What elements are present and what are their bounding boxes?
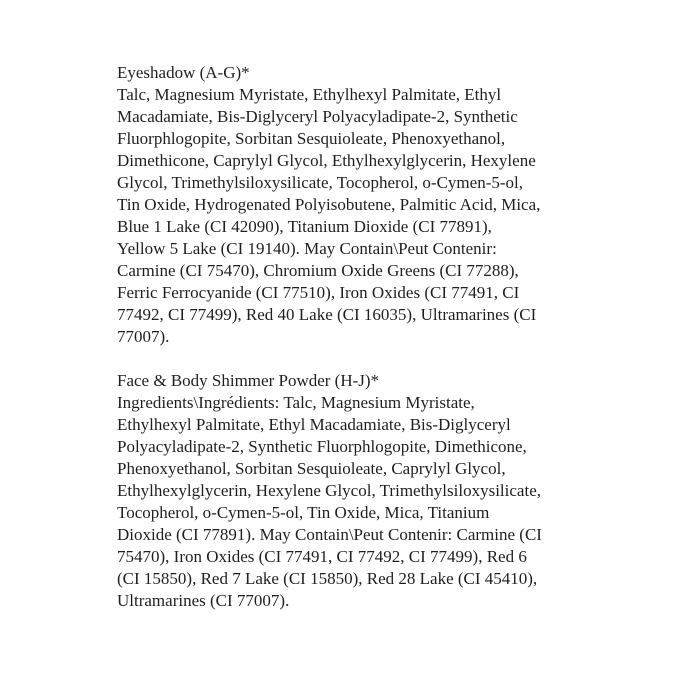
ingredient-line: Dioxide (CI 77891). May Contain\Peut Contenir: Carmine (CI bbox=[117, 525, 542, 544]
ingredient-line: Tin Oxide, Hydrogenated Polyisobutene, Palmitic Acid, Mica, bbox=[117, 195, 541, 214]
ingredient-line: 75470), Iron Oxides (CI 77491, CI 77492, CI 77499), Red 6 bbox=[117, 547, 527, 566]
ingredient-line: Ethylhexyl Palmitate, Ethyl Macadamiate, Bis-Diglyceryl bbox=[117, 415, 511, 434]
ingredient-line: Phenoxyethanol, Sorbitan Sesquioleate, Caprylyl Glycol, bbox=[117, 459, 506, 478]
ingredient-line: Ferric Ferrocyanide (CI 77510), Iron Oxides (CI 77491, CI bbox=[117, 283, 520, 302]
section-heading: Eyeshadow (A-G)* bbox=[117, 63, 250, 82]
ingredient-line: Blue 1 Lake (CI 42090), Titanium Dioxide (CI 77891), bbox=[117, 217, 492, 236]
ingredient-line: Polyacyladipate-2, Synthetic Fluorphlogopite, Dimethicone, bbox=[117, 437, 527, 456]
ingredient-line: Fluorphlogopite, Sorbitan Sesquioleate, Phenoxyethanol, bbox=[117, 129, 506, 148]
ingredient-line: Carmine (CI 75470), Chromium Oxide Greens (CI 77288), bbox=[117, 261, 519, 280]
ingredient-line: 77007). bbox=[117, 327, 170, 346]
ingredient-line: Ingredients\Ingrédients: Talc, Magnesium Myristate, bbox=[117, 393, 475, 412]
ingredient-line: Macadamiate, Bis-Diglyceryl Polyacyladipate-2, Synthetic bbox=[117, 107, 518, 126]
ingredient-section bbox=[117, 370, 587, 612]
ingredient-line: Ethylhexylglycerin, Hexylene Glycol, Trimethylsiloxysilicate, bbox=[117, 481, 541, 500]
ingredient-line: Yellow 5 Lake (CI 19140). May Contain\Peut Contenir: bbox=[117, 239, 497, 258]
ingredient-line: 77492, CI 77499), Red 40 Lake (CI 16035), Ultramarines (CI bbox=[117, 305, 537, 324]
ingredient-line: (CI 15850), Red 7 Lake (CI 15850), Red 28 Lake (CI 45410), bbox=[117, 569, 538, 588]
ingredient-section bbox=[117, 62, 587, 348]
ingredient-line: Ultramarines (CI 77007). bbox=[117, 591, 290, 610]
ingredient-line: Glycol, Trimethylsiloxysilicate, Tocopherol, o-Cymen-5-ol, bbox=[117, 173, 523, 192]
section-heading: Face & Body Shimmer Powder (H-J)* bbox=[117, 371, 380, 390]
ingredient-line: Dimethicone, Caprylyl Glycol, Ethylhexylglycerin, Hexylene bbox=[117, 151, 536, 170]
ingredient-line: Talc, Magnesium Myristate, Ethylhexyl Palmitate, Ethyl bbox=[117, 85, 502, 104]
ingredient-line: Tocopherol, o-Cymen-5-ol, Tin Oxide, Mica, Titanium bbox=[117, 503, 490, 522]
ingredients-label bbox=[117, 62, 587, 634]
